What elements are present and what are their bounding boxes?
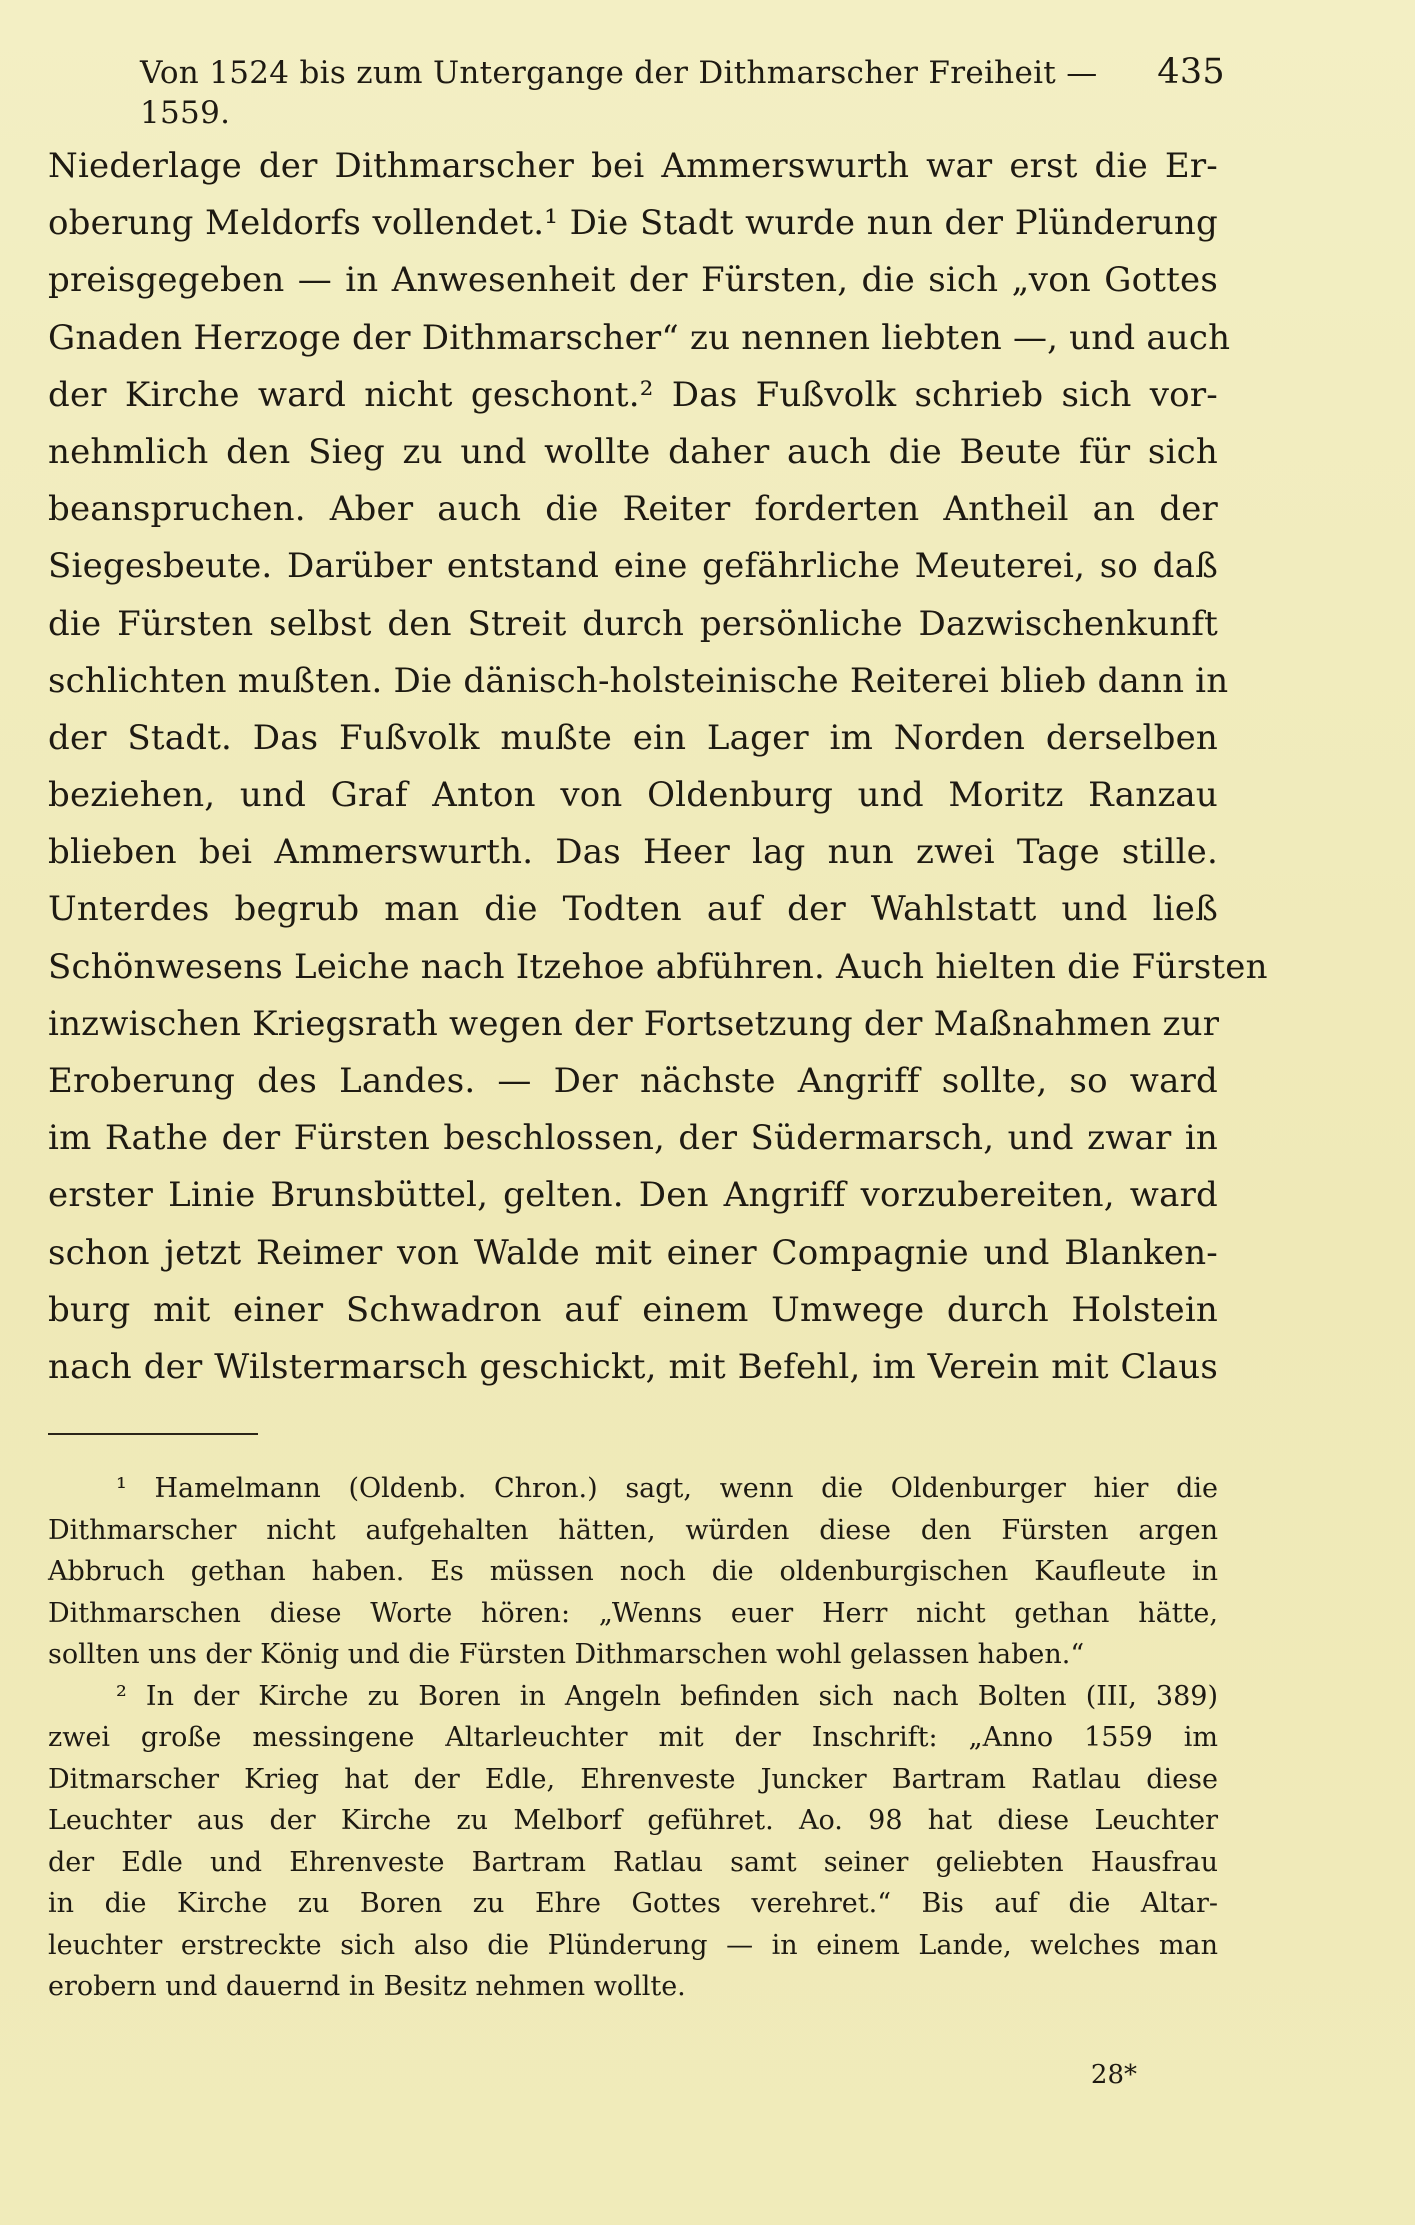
text-line: Unterdes begrub man die Todten auf der Wahlstatt und ließ <box>48 889 1218 930</box>
text-line: im Rathe der Fürsten beschlossen, der Südermarsch, und zwar in <box>48 1118 1218 1159</box>
text-line: der Kirche ward nicht geschont.² Das Fußvolk schrieb sich vor- <box>48 374 1218 415</box>
footnote-line: Dithmarscher nicht aufgehalten hätten, würden diese den Fürsten argen <box>48 1514 1218 1546</box>
footnotes <box>48 1468 1218 2008</box>
text-line: nach der Wilstermarsch geschickt, mit Befehl, im Verein mit Claus <box>48 1346 1218 1387</box>
footnote-line: erobern und dauernd in Besitz nehmen wollte. <box>48 1971 686 2002</box>
text-line: Gnaden Herzoge der Dithmarscher“ zu nennen liebten —, und auch <box>48 317 1231 358</box>
signature-mark: 28* <box>1090 2060 1137 2090</box>
footnote-line: zwei große messingene Altarleuchter mit der Inschrift: „Anno 1559 im <box>48 1722 1218 1753</box>
text-line: nehmlich den Sieg zu und wollte daher auch die Beute für sich <box>48 431 1218 472</box>
running-title: Von 1524 bis zum Untergange der Dithmarscher Freiheit — 1559. <box>140 55 1098 131</box>
footnote-line: ² In der Kirche zu Boren in Angeln befinden sich nach Bolten (III, 389) <box>116 1680 1218 1712</box>
page-number: 435 <box>1157 52 1225 92</box>
footnote-line: leuchter erstreckte sich also die Plünderung — in einem Lande, welches man <box>48 1929 1218 1961</box>
footnote-line: der Edle und Ehrenveste Bartram Ratlau samt seiner geliebten Hausfrau <box>48 1846 1218 1878</box>
text-line: preisgegeben — in Anwesenheit der Fürsten, die sich „von Gottes <box>48 260 1218 301</box>
text-line: blieben bei Ammerswurth. Das Heer lag nun zwei Tage stille. <box>48 832 1218 873</box>
text-line: Niederlage der Dithmarscher bei Ammerswurth war erst die Er- <box>48 146 1218 186</box>
text-line: Eroberung des Landes. — Der nächste Angriff sollte, so ward <box>48 1061 1218 1101</box>
text-line: die Fürsten selbst den Streit durch persönliche Dazwischenkunft <box>48 603 1218 644</box>
footnote-line: Abbruch gethan haben. Es müssen noch die oldenburgischen Kaufleute in <box>48 1556 1218 1587</box>
footnote-line: sollten uns der König und die Fürsten Dithmarschen wohl gelassen haben.“ <box>48 1639 1085 1670</box>
main-text <box>48 138 1268 1396</box>
text-line: der Stadt. Das Fußvolk mußte ein Lager im Norden derselben <box>48 717 1218 758</box>
footnote-line: Dithmarschen diese Worte hören: „Wenns euer Herr nicht gethan hätte, <box>48 1597 1218 1629</box>
text-line: beanspruchen. Aber auch die Reiter forderten Antheil an der <box>48 489 1218 530</box>
text-line: erster Linie Brunsbüttel, gelten. Den Angriff vorzubereiten, ward <box>48 1175 1218 1216</box>
footnote-divider <box>48 1433 258 1435</box>
text-line: Schönwesens Leiche nach Itzehoe abführen. Auch hielten die Fürsten <box>48 946 1268 987</box>
running-header <box>140 52 1225 133</box>
footnote-line: Leuchter aus der Kirche zu Melborf geführet. Ao. 98 hat diese Leuchter <box>48 1805 1218 1836</box>
text-line: oberung Meldorfs vollendet.¹ Die Stadt wurde nun der Plünderung <box>48 203 1218 244</box>
text-line: Siegesbeute. Darüber entstand eine gefährliche Meuterei, so daß <box>48 546 1218 587</box>
text-line: burg mit einer Schwadron auf einem Umwege durch Holstein <box>48 1289 1218 1330</box>
text-line: beziehen, und Graf Anton von Oldenburg und Moritz Ranzau <box>48 775 1218 816</box>
text-line: schon jetzt Reimer von Walde mit einer Compagnie und Blanken- <box>48 1232 1218 1273</box>
text-line: schlichten mußten. Die dänisch-holsteinische Reiterei blieb dann in <box>48 660 1229 701</box>
text-line: inzwischen Kriegsrath wegen der Fortsetzung der Maßnahmen zur <box>48 1003 1220 1044</box>
footnote-line: in die Kirche zu Boren zu Ehre Gottes verehret.“ Bis auf die Altar- <box>48 1888 1218 1919</box>
footnote-line: Ditmarscher Krieg hat der Edle, Ehrenveste Juncker Bartram Ratlau diese <box>48 1763 1218 1795</box>
footnote-line: ¹ Hamelmann (Oldenb. Chron.) sagt, wenn die Oldenburger hier die <box>116 1473 1218 1504</box>
